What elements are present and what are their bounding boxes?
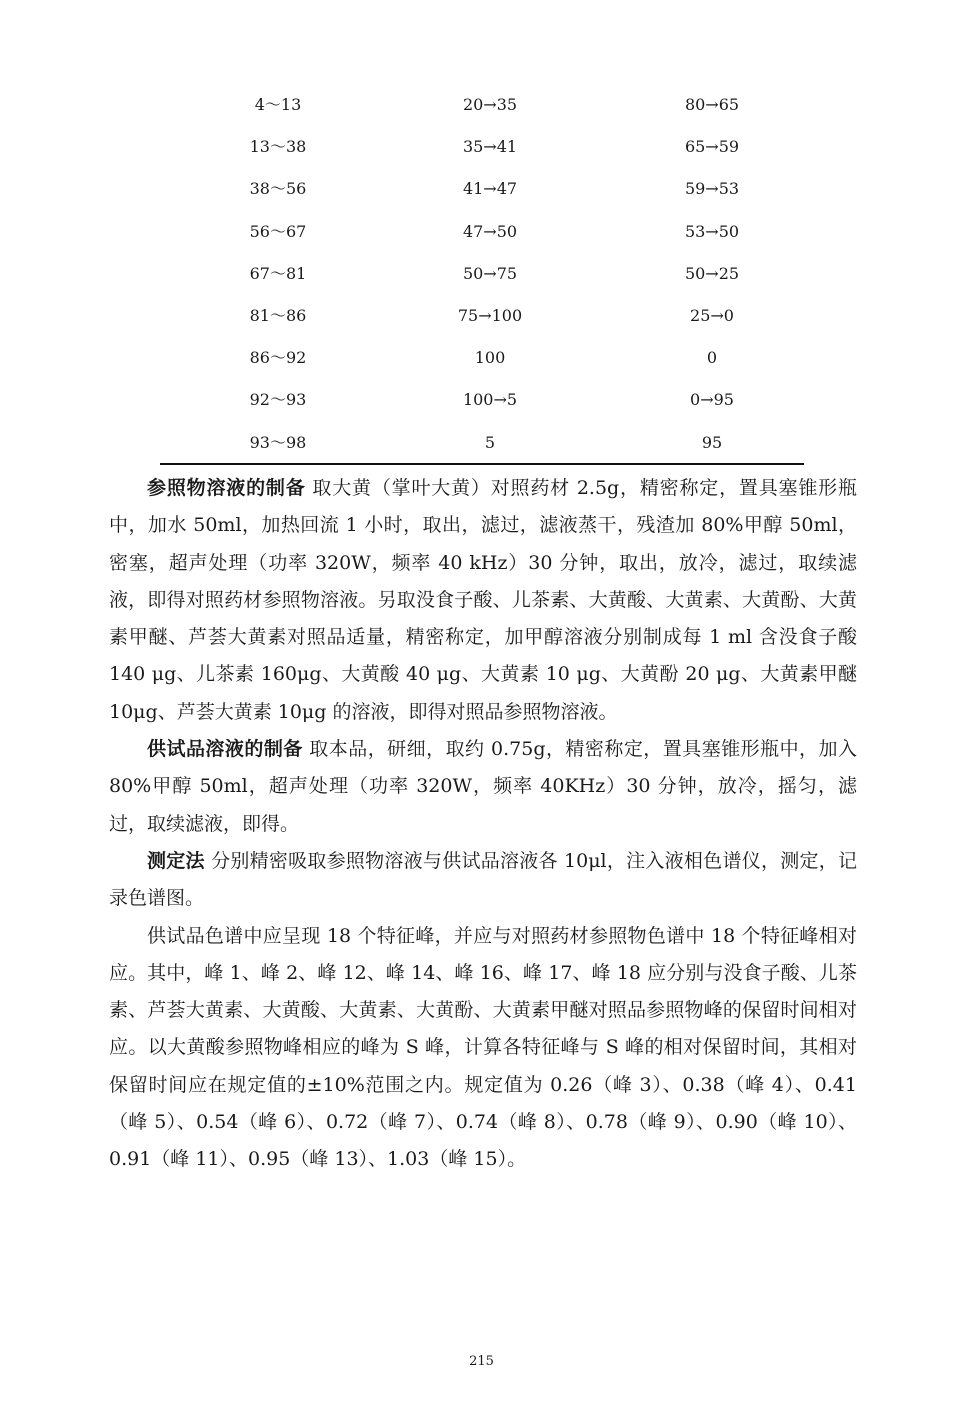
table-cell-time: 81～86 xyxy=(249,305,307,325)
table-row xyxy=(160,211,804,253)
table-cell-phase-b: 65→59 xyxy=(684,137,740,157)
reference-prep-heading: 参照物溶液的制备 xyxy=(147,477,306,499)
criteria-text: 供试品色谱中应呈现 18 个特征峰，并应与对照药材参照物色谱中 18 个特征峰相对应。其中，峰 1、峰 2、峰 12、峰 14、峰 16、峰 17、峰 18 应分别与没食子酸、儿茶素、芦荟大黄素、大黄酸、大黄素、大黄酚、大黄素甲醚对照品参照物峰的保留时间相对应。以大黄酸参照物峰相应的峰为 S 峰，计算各特征峰与 S 峰的相对保留时间，其相对保留时间应在规定值的±10%范围之内。规定值为 0.26（峰 3）、0.38（峰 4）、0.41（峰 5）、0.54（峰 6）、0.72（峰 7）、0.74（峰 8）、0.78（峰 9）、0.90（峰 10）、0.91（峰 11）、0.95（峰 13）、1.03（峰 15）。 xyxy=(109,924,857,1171)
table-cell-time: 93～98 xyxy=(249,432,307,452)
table-cell-phase-b: 50→25 xyxy=(684,263,740,283)
table-cell-time: 13～38 xyxy=(249,137,307,157)
table-row xyxy=(160,84,804,126)
table-row xyxy=(160,168,804,210)
table-cell-phase-a: 100 xyxy=(474,348,506,368)
table-cell-phase-b: 0→95 xyxy=(690,390,734,410)
table-cell-time: 4～13 xyxy=(254,95,302,114)
table-row xyxy=(160,126,804,168)
table-cell-phase-b: 53→50 xyxy=(684,221,740,241)
table-cell-time: 56～67 xyxy=(249,221,307,241)
table-cell-phase-a: 50→75 xyxy=(462,263,518,283)
table-cell-phase-b: 95 xyxy=(701,432,723,452)
table-cell-phase-a: 35→41 xyxy=(462,137,518,157)
table-cell-phase-b: 25→0 xyxy=(690,305,734,325)
sample-prep-paragraph xyxy=(109,731,857,843)
table-cell-phase-a: 100→5 xyxy=(462,390,518,410)
reference-prep-text: 取大黄（掌叶大黄）对照药材 2.5g，精密称定，置具塞锥形瓶中，加水 50ml，加热回流 1 小时，取出，滤过，滤液蒸干，残渣加 80%甲醇 50ml，密塞，超声处理（功率 320W，频率 40 kHz）30 分钟，取出，放冷，滤过，取续滤液，即得对照药材参照物溶液。另取没食子酸、儿茶素、大黄酸、大黄素、大黄酚、大黄素甲醚、芦荟大黄素对照品适量，精密称定，加甲醇溶液分别制成每 1 ml 含没食子酸 140 μg、儿茶素 160μg、大黄酸 40 μg、大黄素 10 μg、大黄酚 20 μg、大黄素甲醚 10μg、芦荟大黄素 10μg 的溶液，即得对照品参照物溶液。 xyxy=(109,477,857,723)
table-row xyxy=(160,422,804,464)
table-cell-time: 92～93 xyxy=(249,390,307,410)
table-row xyxy=(160,295,804,337)
page-number: 215 xyxy=(469,1354,494,1369)
table-cell-time: 38～56 xyxy=(249,179,307,199)
criteria-paragraph xyxy=(109,918,857,1179)
table-row xyxy=(160,379,804,421)
table-row xyxy=(160,253,804,295)
table-cell-phase-a: 47→50 xyxy=(462,221,518,241)
method-paragraph xyxy=(109,843,857,918)
table-cell-phase-a: 20→35 xyxy=(462,95,518,114)
table-cell-time: 67～81 xyxy=(249,263,307,283)
gradient-table xyxy=(160,84,804,464)
document-body xyxy=(109,470,857,1179)
table-bottom-rule xyxy=(160,463,804,465)
table-cell-phase-b: 59→53 xyxy=(684,179,740,199)
sample-prep-text: 取本品，研细，取约 0.75g，精密称定，置具塞锥形瓶中，加入 80%甲醇 50ml，超声处理（功率 320W，频率 40KHz）30 分钟，放冷，摇匀，滤过，取续滤液，即得。 xyxy=(109,738,857,835)
sample-prep-heading: 供试品溶液的制备 xyxy=(147,738,303,761)
table-cell-phase-a: 75→100 xyxy=(457,305,523,325)
method-heading: 测定法 xyxy=(147,849,205,872)
table-cell-phase-a: 5 xyxy=(484,432,496,452)
table-cell-phase-a: 41→47 xyxy=(462,179,518,199)
reference-prep-paragraph xyxy=(109,470,857,731)
table-cell-phase-b: 80→65 xyxy=(684,95,740,114)
method-text: 分别精密吸取参照物溶液与供试品溶液各 10μl，注入液相色谱仪，测定，记录色谱图。 xyxy=(109,849,857,910)
table-cell-time: 86～92 xyxy=(249,348,307,368)
table-row xyxy=(160,337,804,379)
table-cell-phase-b: 0 xyxy=(706,348,718,368)
